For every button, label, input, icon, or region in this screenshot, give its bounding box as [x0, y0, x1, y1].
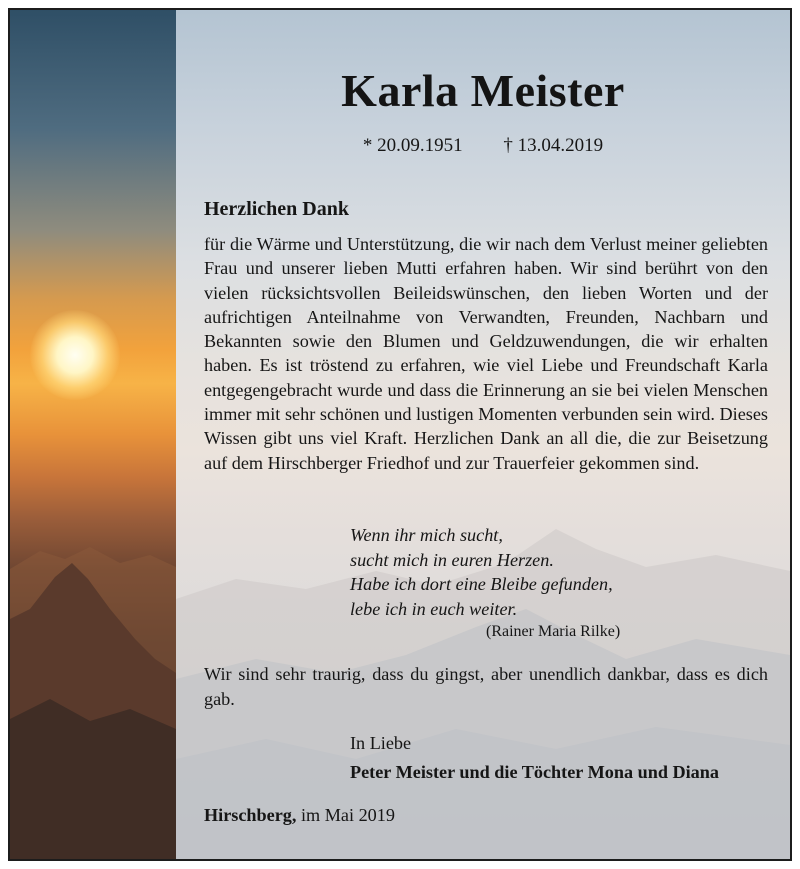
place-and-date [204, 805, 395, 826]
poem-line: lebe ich in euch weiter. [350, 598, 518, 619]
place-date: im Mai 2019 [301, 805, 395, 825]
in-love-label: In Liebe [350, 733, 412, 753]
deceased-name: Karla Meister [341, 65, 625, 116]
thanks-body-text: für die Wärme und Unterstützung, die wir nach dem Verlust meiner geliebten Frau und unserer lieben Mutti erfahren haben. Wir sind berührt von den vielen rücksichtsvollen Beileidswünschen, den lieben Worten und der aufrichtigen Anteilnahme von Verwandten, Freunden, Nachbarn und Bekannten sowie den Blumen und Geldzuwendungen, die wir erhalten haben. Es ist tröstend zu erfahren, wie viel Liebe und Freundschaft Karla entgegengebracht wurde und dass die Erinnerung an sie bei vielen Menschen immer mit sehr schönen und lustigen Momenten verbunden sein wird. Dieses Wissen gibt uns viel Kraft. Herzlichen Dank an all die, die zur Beisetzung auf dem Hirschberger Friedhof und zur Trauerfeier gekommen sind. [204, 234, 768, 473]
poem-line: Wenn ihr mich sucht, [350, 525, 503, 545]
poem-line: sucht mich in euren Herzen. [350, 549, 554, 570]
poem-line: Habe ich dort eine Bleibe gefunden, [350, 574, 613, 594]
poem [350, 523, 613, 621]
death-date: † 13.04.2019 [503, 135, 604, 156]
signers: Peter Meister und die Töchter Mona und Diana [350, 762, 719, 782]
poem-author: (Rainer Maria Rilke) [486, 623, 621, 640]
thanks-heading: Herzlichen Dank [204, 198, 349, 220]
birth-date: * 20.09.1951 [362, 135, 463, 156]
place-town: Hirschberg, [204, 805, 297, 825]
life-dates [176, 135, 790, 157]
obituary-card [8, 8, 792, 861]
closing-text: Wir sind sehr traurig, dass du gingst, aber unendlich dankbar, dass es dich gab. [204, 664, 768, 709]
